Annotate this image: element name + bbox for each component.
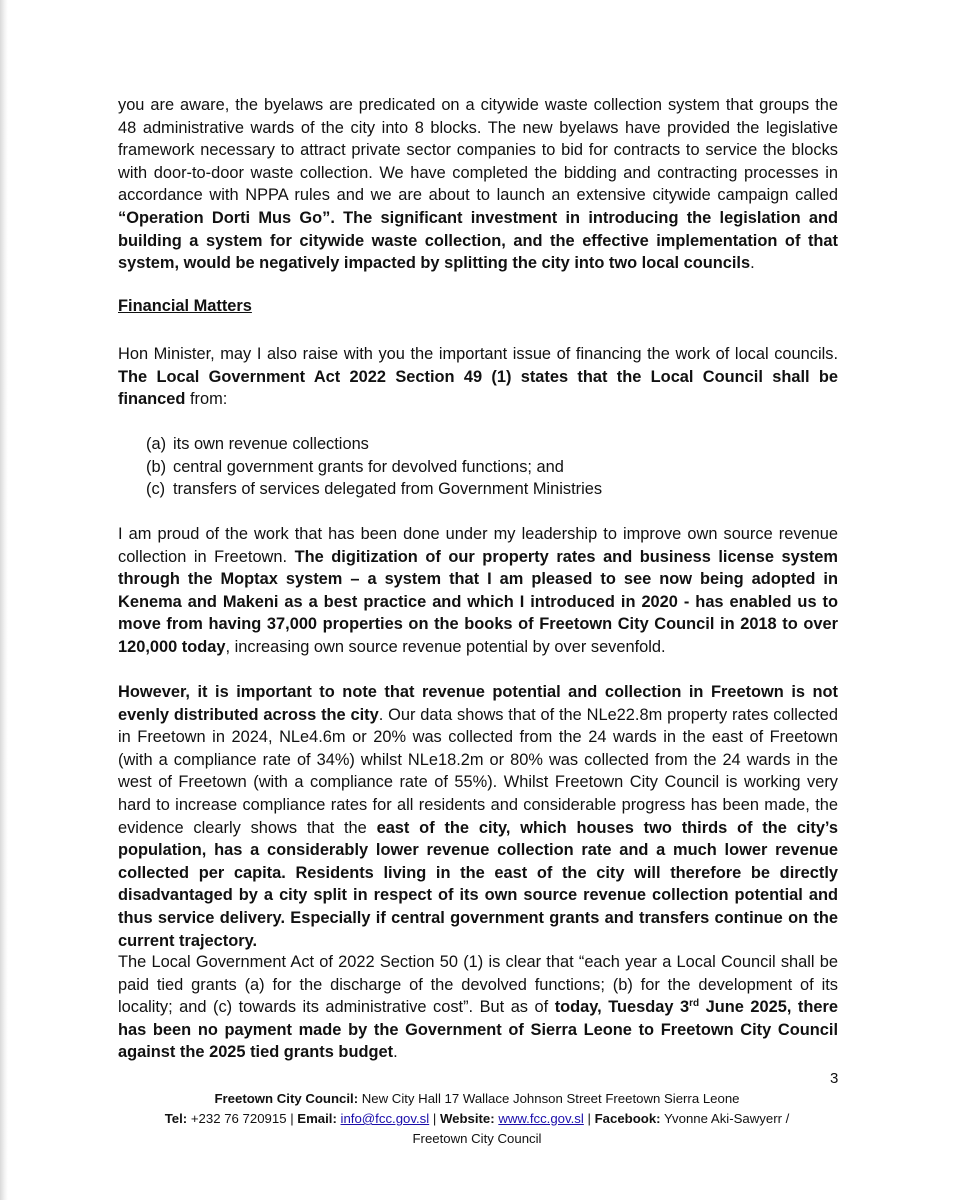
document-page — [118, 0, 840, 1200]
text-run: today, Tuesday 3 — [554, 998, 690, 1017]
list-item — [146, 478, 602, 501]
list-item-text: its own revenue collections — [173, 435, 369, 453]
page-shadow-edge — [0, 0, 8, 1200]
list-marker: (b) — [146, 457, 167, 476]
footer-address-line — [0, 1089, 954, 1109]
website-link[interactable]: www.fcc.gov.sl — [498, 1111, 584, 1126]
list-item — [146, 456, 602, 479]
text-run: Hon Minister, may I also raise with you the important issue of financing the work of local councils. — [118, 345, 838, 363]
footer-label: Tel: — [164, 1111, 188, 1126]
text-run: I am proud of the work that has been done under my leadership to improve own source revenue collection in Freetown. — [118, 525, 838, 566]
bold-run: “Operation Dorti Mus Go” — [118, 208, 331, 227]
bold-run: The Local Government Act 2022 Section 49 (1) states that the Local Council shall be financed — [118, 367, 838, 409]
footer-label: Website: — [439, 1111, 495, 1126]
footer-facebook-line: Freetown City Council — [412, 1131, 542, 1146]
paragraph-revenue-distribution — [118, 681, 838, 952]
bold-run: . The significant investment in introducing the legislation and building a system for citywide waste collection, and the effective implementation of that system, would be negatively impacted by splitting the city into two local councils — [118, 208, 838, 273]
list-item — [146, 433, 602, 456]
footer-label: Facebook: — [594, 1111, 661, 1126]
text-run: . — [393, 1043, 398, 1062]
footer-separator: | — [429, 1111, 440, 1126]
text-run: from: — [185, 390, 228, 409]
paragraph-waste-collection — [118, 94, 838, 275]
list-marker: (a) — [146, 435, 167, 453]
section-heading-financial-matters: Financial Matters — [118, 297, 252, 315]
email-link[interactable]: info@fcc.gov.sl — [340, 1111, 430, 1126]
text-run: The Local Government Act of 2022 Section 50 (1) is clear that “each year a Local Council shall be paid tied grants (a) for the discharge of the devolved functions; (b) for the development of its locality; and (c) towards its administrative cost”. But as of — [118, 953, 838, 1017]
list-marker: (c) — [146, 480, 166, 499]
paragraph-moptax — [118, 523, 838, 659]
footer-phone: +232 76 720915 | — [187, 1111, 298, 1126]
text-run: . Our data shows that of the NLe22.8m property rates collected in Freetown in 2024, NLe4.6m or 20% was collected from the 24 wards in the east of Freetown (with a compliance rate of 34%) whilst NLe18.2m or 80% was collected from the 24 wards in the west of Freetown (with a compliance rate of 55%). Whilst Freetown City Council is working very hard to increase compliance rates for all residents and considerable progress has been made, the evidence clearly shows that the — [118, 705, 838, 837]
text-run: June 2025, there has been no payment made by the Government of Sierra Leone to Freetown City Council against the 2025 tied grants budget — [118, 998, 838, 1062]
list-item-text: transfers of services delegated from Government Ministries — [173, 480, 603, 499]
text-run: you are aware, the byelaws are predicated on a citywide waste collection system that groups the 48 administrative wards of the city into 8 blocks. The new byelaws have provided the legislative framework necessary to attract private sector companies to bid for contracts to service the blocks with door-to-door waste collection. We have completed the bidding and contracting processes in accordance with NPPA rules and we are about to launch an extensive citywide campaign called — [118, 96, 838, 205]
list-item-text: central government grants for devolved functions; and — [173, 457, 564, 476]
text-run: , increasing own source revenue potential by over sevenfold. — [225, 637, 666, 656]
footer-address: New City Hall 17 Wallace Johnson Street Freetown Sierra Leone — [358, 1091, 740, 1106]
footer-separator: | — [583, 1111, 595, 1126]
bold-run: The digitization of our property rates and business license system through the Moptax system – a system that I am pleased to see now being adopted in Kenema and Makeni as a best practice and which I introduced in 2020 - has enabled us to move from having 37,000 properties on the books of Freetown City Council in 2018 to over 120,000 today — [118, 547, 838, 656]
paragraph-tied-grants — [118, 951, 838, 1064]
superscript: rd — [689, 998, 700, 1010]
page-number: 3 — [830, 1070, 839, 1087]
text-run: . — [750, 254, 755, 273]
footer-contact-line — [0, 1109, 954, 1129]
paragraph-financing-intro — [118, 343, 838, 411]
bold-run: east of the city, which houses two thirds of the city’s population, has a considerably lower revenue collection rate and a much lower revenue collected per capita. Residents living in the east of the city will therefore be directly disadvantaged by a city split in respect of its own source revenue collection potential and thus service delivery. Especially if central government grants and transfers continue on the current trajectory. — [118, 818, 838, 950]
page-footer — [0, 1089, 954, 1149]
footer-facebook: Yvonne Aki-Sawyerr / — [660, 1111, 790, 1126]
footer-label: Freetown City Council: — [214, 1091, 359, 1106]
bold-run: However, it is important to note that revenue potential and collection in Freetown is not evenly distributed across the city — [118, 683, 838, 724]
financing-sources-list — [146, 433, 602, 501]
footer-label: Email: — [297, 1111, 337, 1126]
